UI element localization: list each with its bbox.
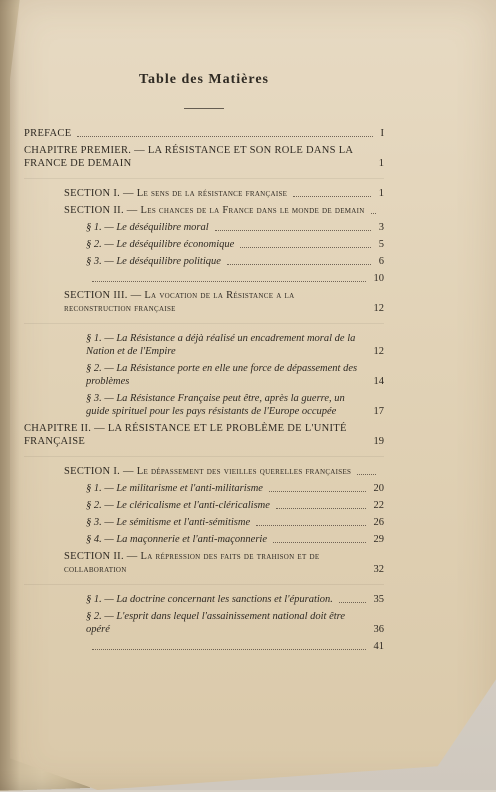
leader-dots <box>77 136 372 137</box>
toc-entry <box>24 144 384 170</box>
section-spacing <box>24 456 384 457</box>
toc-entry <box>24 482 384 495</box>
toc-entry-page: 20 <box>373 483 384 494</box>
leader-dots <box>240 247 370 248</box>
toc-entry-text: § 2. — Le déséquilibre économique <box>86 239 235 250</box>
toc-entry-page: 1 <box>378 188 384 199</box>
toc-entry-page: 12 <box>373 303 384 314</box>
toc-entry <box>24 499 384 512</box>
toc-entry-text: § 2. — L'esprit dans lequel l'assainissement national doit être opéré <box>86 611 346 635</box>
toc-entry-text: § 1. — Le militarisme et l'anti-militarisme <box>86 483 263 494</box>
toc-entry-page: 36 <box>373 624 384 635</box>
toc-entry <box>24 238 384 251</box>
toc-entry <box>24 640 384 653</box>
toc-entry-text: SECTION III. — La vocation de la Résistance a la reconstruction française <box>64 290 295 314</box>
toc-entry-page: 6 <box>378 256 384 267</box>
leader-dots <box>371 213 376 214</box>
toc-entry-page: 29 <box>373 534 384 545</box>
toc-entry <box>24 516 384 529</box>
toc-entry-page: 35 <box>373 594 384 605</box>
toc-entry <box>24 533 384 546</box>
toc-entry <box>24 255 384 268</box>
toc-entry-page: I <box>380 128 384 139</box>
leader-dots <box>256 525 365 526</box>
toc-entry <box>24 127 384 140</box>
toc-entry <box>24 221 384 234</box>
toc-entry-page: 1 <box>378 158 384 169</box>
toc-content <box>24 50 384 657</box>
toc-entry-page: 19 <box>373 436 384 447</box>
toc-entry-page: 32 <box>373 564 384 575</box>
section-spacing <box>24 178 384 179</box>
toc-list <box>24 127 384 653</box>
toc-entry-text: § 1. — Le déséquilibre moral <box>86 222 209 233</box>
toc-entry-text: § 2. — Le cléricalisme et l'anti-cléricalisme <box>86 500 270 511</box>
toc-entry-text: § 3. — La Résistance Française peut être, après la guerre, un guide spirituel pour les pays résistants de l'Europe occupée <box>86 393 345 417</box>
toc-entry <box>24 593 384 606</box>
toc-entry-text: SECTION I. — Le dépassement des vieilles querelles françaises <box>64 466 352 477</box>
toc-entry-page: 17 <box>373 406 384 417</box>
toc-entry-text: PREFACE <box>24 128 72 139</box>
toc-entry <box>24 422 384 448</box>
toc-entry-page: 26 <box>373 517 384 528</box>
leader-dots <box>293 196 370 197</box>
leader-dots <box>92 281 366 282</box>
toc-entry <box>24 465 384 478</box>
leader-dots <box>357 474 376 475</box>
toc-entry-text: CHAPITRE PREMIER. — LA RÉSISTANCE ET SON ROLE DANS LA FRANCE DE DEMAIN <box>24 145 353 169</box>
title-rule <box>184 108 224 109</box>
toc-entry <box>24 362 384 388</box>
toc-entry <box>24 550 384 576</box>
toc-entry-text: SECTION II. — Les chances de la France dans le monde de demain <box>64 205 365 216</box>
toc-entry <box>24 610 384 636</box>
leader-dots <box>273 542 365 543</box>
leader-dots <box>92 649 366 650</box>
toc-entry-text: § 1. — La doctrine concernant les sanctions et l'épuration. <box>86 594 333 605</box>
leader-dots <box>276 508 366 509</box>
toc-entry-text: SECTION II. — La répression des faits de trahison et de collaboration <box>64 551 320 575</box>
toc-entry-page: 41 <box>373 641 384 652</box>
leader-dots <box>215 230 371 231</box>
section-spacing <box>24 323 384 324</box>
book-gutter <box>0 0 20 790</box>
toc-entry-page: 22 <box>373 500 384 511</box>
toc-entry-page: 10 <box>373 273 384 284</box>
leader-dots <box>269 491 366 492</box>
toc-entry-text: § 3. — Le déséquilibre politique <box>86 256 221 267</box>
leader-dots <box>227 264 371 265</box>
toc-entry-page: 5 <box>378 239 384 250</box>
toc-entry-text: SECTION I. — Le sens de la résistance française <box>64 188 288 199</box>
section-spacing <box>24 584 384 585</box>
toc-entry <box>24 272 384 285</box>
toc-entry-page: 3 <box>378 222 384 233</box>
toc-entry <box>24 332 384 358</box>
leader-dots <box>339 602 366 603</box>
toc-entry-page: 12 <box>373 346 384 357</box>
page-title: Table des Matières <box>139 72 269 87</box>
toc-entry <box>24 289 384 315</box>
toc-entry-text: § 2. — La Résistance porte en elle une force de dépassement des problèmes <box>86 363 358 387</box>
toc-entry-text: CHAPITRE II. — LA RÉSISTANCE ET LE PROBLÈME DE L'UNITÉ FRANÇAISE <box>24 423 347 447</box>
toc-entry <box>24 204 384 217</box>
toc-entry-text: § 1. — La Résistance a déjà réalisé un encadrement moral de la Nation et de l'Empire <box>86 333 356 357</box>
toc-entry-text: § 3. — Le sémitisme et l'anti-sémitisme <box>86 517 251 528</box>
toc-entry-page: 14 <box>373 376 384 387</box>
toc-entry <box>24 187 384 200</box>
toc-entry-text: § 4. — La maçonnerie et l'anti-maçonnerie <box>86 534 268 545</box>
toc-entry <box>24 392 384 418</box>
